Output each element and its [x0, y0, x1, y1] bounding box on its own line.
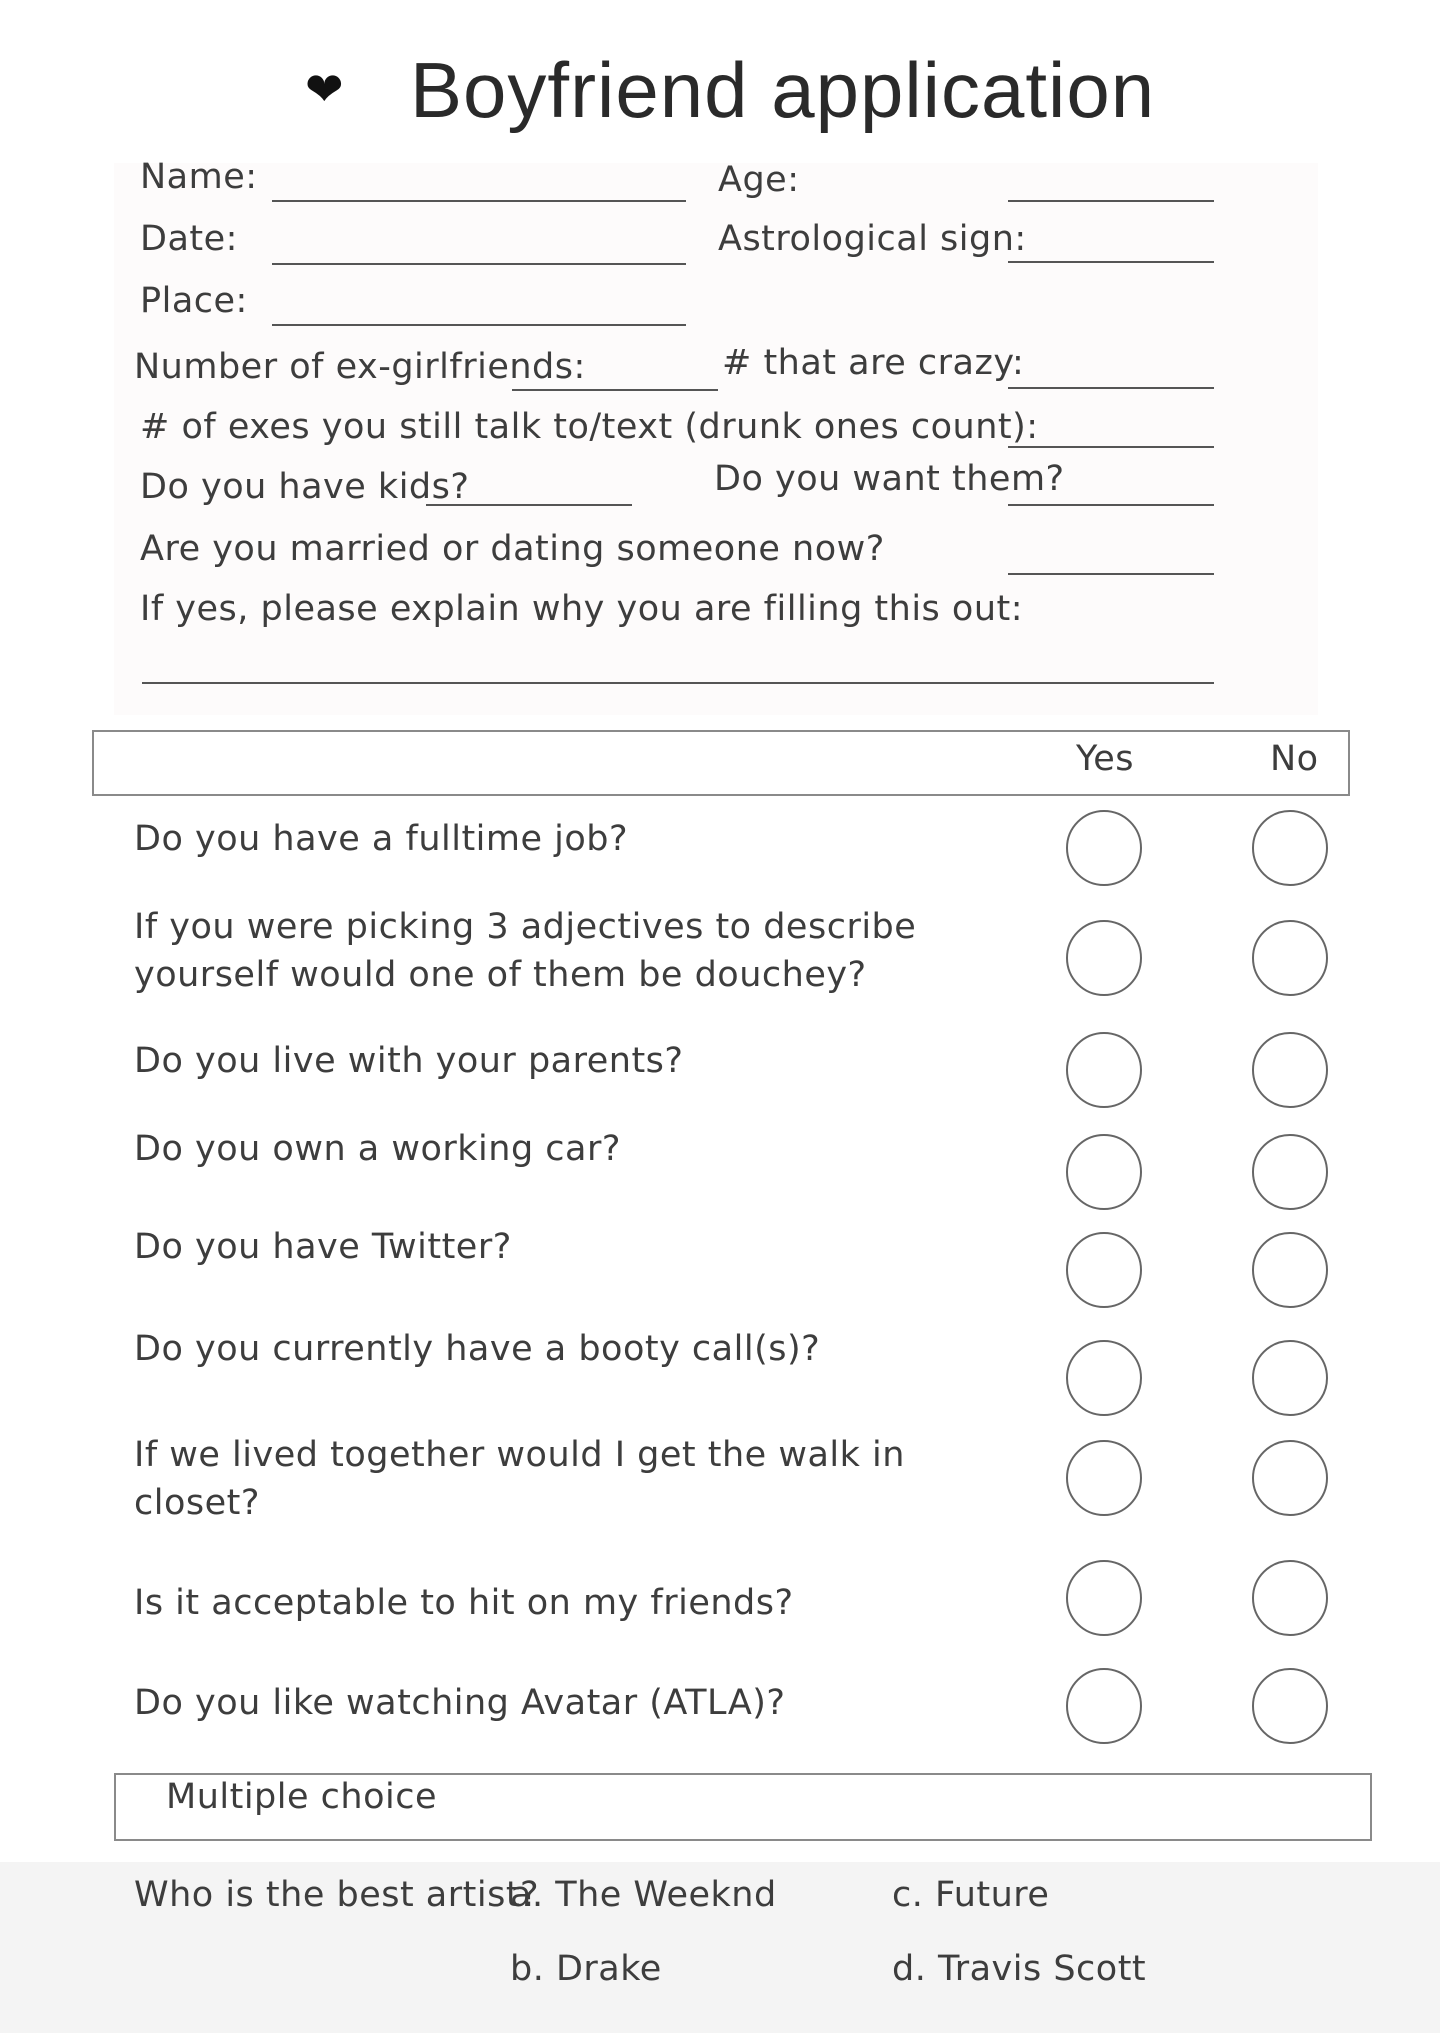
no-radio[interactable]: [1252, 1440, 1328, 1516]
date-label: Date:: [140, 219, 238, 259]
option-c[interactable]: c. Future: [892, 1875, 1050, 1915]
question-text: Do you have a fulltime job?: [134, 819, 629, 859]
yes-radio[interactable]: [1066, 1668, 1142, 1744]
question-text: Do you own a working car?: [134, 1129, 621, 1169]
age-label: Age:: [718, 160, 800, 200]
date-field[interactable]: [272, 263, 686, 265]
question-text: If you were picking 3 adjectives to describe: [134, 907, 917, 947]
no-radio[interactable]: [1252, 1134, 1328, 1210]
question-text: Is it acceptable to hit on my friends?: [134, 1583, 794, 1623]
yes-radio[interactable]: [1066, 920, 1142, 996]
question-text: If we lived together would I get the walk in: [134, 1435, 905, 1475]
yes-no-header: [92, 730, 1350, 796]
married-label: Are you married or dating someone now?: [140, 529, 885, 569]
place-label: Place:: [140, 281, 248, 321]
yes-radio[interactable]: [1066, 1134, 1142, 1210]
name-field[interactable]: [272, 200, 686, 202]
explain-label: If yes, please explain why you are filling this out:: [140, 589, 1024, 629]
want-kids-field[interactable]: [1008, 504, 1214, 506]
exes-talk-label: # of exes you still talk to/text (drunk ones count):: [140, 407, 1039, 447]
yes-radio[interactable]: [1066, 1440, 1142, 1516]
multiple-choice-label: Multiple choice: [166, 1777, 437, 1817]
no-radio[interactable]: [1252, 1232, 1328, 1308]
question-text: yourself would one of them be douchey?: [134, 955, 867, 995]
exes-talk-field[interactable]: [1008, 446, 1214, 448]
question-text: closet?: [134, 1483, 260, 1523]
place-field[interactable]: [272, 324, 686, 326]
married-field[interactable]: [1008, 573, 1214, 575]
yes-radio[interactable]: [1066, 1560, 1142, 1636]
option-a[interactable]: a. The Weeknd: [510, 1875, 777, 1915]
yes-radio[interactable]: [1066, 1340, 1142, 1416]
no-radio[interactable]: [1252, 1668, 1328, 1744]
astrological-sign-field[interactable]: [1008, 261, 1214, 263]
option-b[interactable]: b. Drake: [510, 1949, 662, 1989]
crazy-count-field[interactable]: [1008, 387, 1214, 389]
explain-field[interactable]: [142, 682, 1214, 684]
no-radio[interactable]: [1252, 1560, 1328, 1636]
question-text: Do you currently have a booty call(s)?: [134, 1329, 821, 1369]
no-column-label: No: [1270, 739, 1319, 779]
yes-radio[interactable]: [1066, 810, 1142, 886]
no-radio[interactable]: [1252, 1340, 1328, 1416]
kids-label: Do you have kids?: [140, 467, 470, 507]
page-title: Boyfriend application: [410, 46, 1156, 134]
ex-girlfriends-label: Number of ex-girlfriends:: [134, 347, 586, 387]
yes-column-label: Yes: [1076, 739, 1134, 779]
no-radio[interactable]: [1252, 1032, 1328, 1108]
option-d[interactable]: d. Travis Scott: [892, 1949, 1147, 1989]
ex-girlfriends-field[interactable]: [512, 389, 718, 391]
yes-radio[interactable]: [1066, 1232, 1142, 1308]
name-label: Name:: [140, 157, 258, 197]
kids-field[interactable]: [426, 504, 632, 506]
no-radio[interactable]: [1252, 810, 1328, 886]
crazy-count-label: # that are crazy:: [722, 343, 1025, 383]
age-field[interactable]: [1008, 200, 1214, 202]
question-text: Do you have Twitter?: [134, 1227, 512, 1267]
multiple-choice-question: Who is the best artist?: [134, 1875, 540, 1915]
question-text: Do you live with your parents?: [134, 1041, 684, 1081]
no-radio[interactable]: [1252, 920, 1328, 996]
question-text: Do you like watching Avatar (ATLA)?: [134, 1683, 786, 1723]
yes-radio[interactable]: [1066, 1032, 1142, 1108]
astrological-sign-label: Astrological sign:: [718, 219, 1027, 259]
want-kids-label: Do you want them?: [714, 459, 1065, 499]
heart-icon: ❤: [305, 62, 344, 116]
